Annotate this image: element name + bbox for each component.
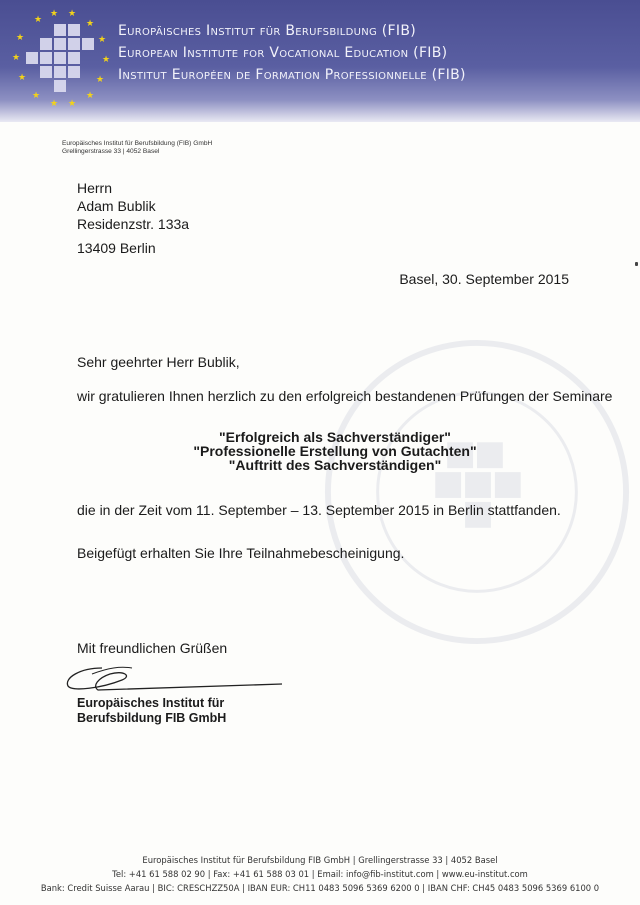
svg-text:★: ★ <box>50 99 59 109</box>
svg-text:★: ★ <box>16 33 25 43</box>
svg-text:★: ★ <box>68 9 77 19</box>
fib-logo-icon <box>6 6 112 112</box>
seminar-title-3: "Auftritt des Sachverständigen" <box>228 457 442 473</box>
recipient-salutation: Herrn <box>77 180 113 196</box>
svg-text:★: ★ <box>98 35 107 45</box>
scan-mark <box>635 262 638 266</box>
institute-name-de: Europäisches Institut für Berufsbildung (FIB) <box>118 23 417 39</box>
svg-text:★: ★ <box>86 19 95 29</box>
seminar-title-1: "Erfolgreich als Sachverständiger" <box>219 429 451 445</box>
seminar-list <box>190 430 480 472</box>
period-paragraph: die in der Zeit vom 11. September – 13. September 2015 in Berlin stattfanden. <box>77 502 561 518</box>
footer-bank: Bank: Credit Suisse Aarau | BIC: CRESCHZZ50A | IBAN EUR: CH11 0483 5096 5369 6200 0 | IBAN CHF: CH45 0483 5096 5369 6100 0 <box>40 883 600 893</box>
svg-text:★: ★ <box>12 53 21 63</box>
seal-watermark <box>318 333 636 651</box>
intro-paragraph: wir gratulieren Ihnen herzlich zu den erfolgreich bestandenen Prüfungen der Seminare <box>77 388 613 404</box>
svg-text:★: ★ <box>96 75 105 85</box>
recipient-street: Residenzstr. 133a <box>77 216 190 232</box>
closing: Mit freundlichen Grüßen <box>77 640 228 656</box>
svg-text:★: ★ <box>68 99 77 109</box>
seminar-title-2: "Professionelle Erstellung von Gutachten" <box>193 443 477 459</box>
letterhead-band <box>0 0 640 122</box>
svg-text:★: ★ <box>34 15 43 25</box>
institute-name-fr: Institut Européen de Formation Professionnelle (FIB) <box>118 67 466 83</box>
signature-block <box>77 696 226 726</box>
enclosure-paragraph: Beigefügt erhalten Sie Ihre Teilnahmebescheinigung. <box>77 545 405 561</box>
recipient-name: Adam Bublik <box>77 198 156 214</box>
sender-line-2: Grellingerstrasse 33 | 4052 Basel <box>62 148 160 155</box>
institute-name-en: European Institute for Vocational Education (FIB) <box>118 45 448 61</box>
sender-address <box>62 140 212 156</box>
institute-names <box>118 20 466 86</box>
svg-text:★: ★ <box>50 9 59 19</box>
svg-text:★: ★ <box>86 91 95 101</box>
handwritten-signature <box>62 660 282 696</box>
recipient-city: 13409 Berlin <box>77 240 156 256</box>
signature-line-1: Europäisches Institut für <box>77 696 225 710</box>
greeting: Sehr geehrter Herr Bublik, <box>77 354 240 370</box>
svg-text:★: ★ <box>102 55 111 65</box>
signature-line-2: Berufsbildung FIB GmbH <box>77 711 227 725</box>
letter-date: Basel, 30. September 2015 <box>399 271 569 287</box>
recipient-address <box>77 179 189 233</box>
footer-address: Europäisches Institut für Berufsbildung FIB GmbH | Grellingerstrasse 33 | 4052 Basel <box>142 855 498 865</box>
sender-line-1: Europäisches Institut für Berufsbildung (FIB) GmbH <box>62 140 213 147</box>
footer-contact: Tel: +41 61 588 02 90 | Fax: +41 61 588 03 01 | Email: info@fib-institut.com | www.eu-institut.com <box>112 869 528 879</box>
svg-text:★: ★ <box>32 91 41 101</box>
svg-text:★: ★ <box>18 73 27 83</box>
